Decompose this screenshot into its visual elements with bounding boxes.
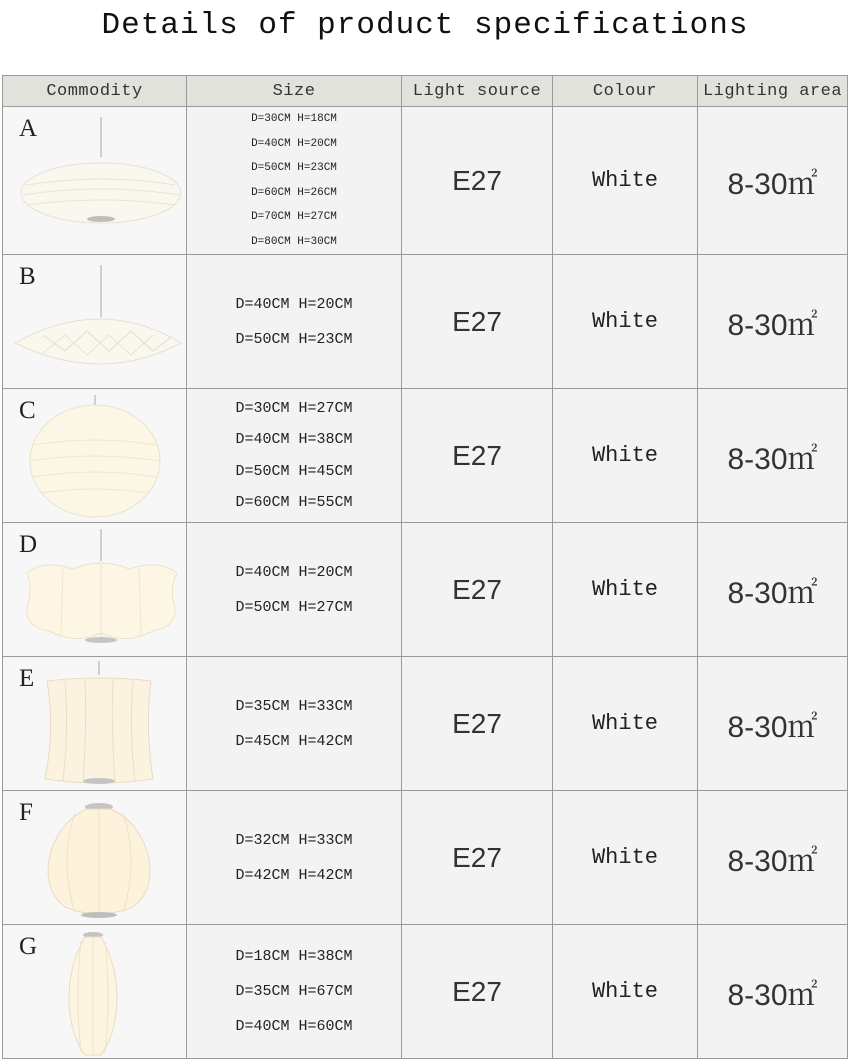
header-row (3, 76, 848, 107)
light-source-value: E27 (402, 255, 553, 389)
colour-value: White (553, 389, 698, 523)
size-value: D=40CM H=38CM (235, 431, 353, 448)
header-commodity: Commodity (3, 76, 187, 107)
light-source-value: E27 (402, 791, 553, 925)
commodity-letter: E (19, 665, 35, 692)
light-source-value: E27 (402, 523, 553, 657)
size-value: D=45CM H=42CM (235, 732, 353, 750)
spec-table (2, 75, 848, 1059)
table-row (3, 523, 848, 657)
header-colour: Colour (553, 76, 698, 107)
page-title: Details of product specifications (101, 8, 749, 43)
colour-value: White (553, 255, 698, 389)
size-value: D=50CM H=27CM (235, 598, 353, 616)
colour-value: White (553, 791, 698, 925)
size-cell (187, 389, 402, 523)
lighting-area-value: 8-30㎡ (698, 791, 848, 925)
colour-value: White (553, 107, 698, 255)
size-value: D=60CM H=26CM (251, 186, 337, 199)
header-light-source: Light source (402, 76, 553, 107)
table-row (3, 389, 848, 523)
lighting-area-value: 8-30㎡ (698, 389, 848, 523)
table-row (3, 791, 848, 925)
table-row (3, 107, 848, 255)
light-source-value: E27 (402, 657, 553, 791)
commodity-cell (3, 523, 187, 657)
header-lighting-area: Lighting area (698, 76, 848, 107)
size-value: D=50CM H=45CM (235, 462, 353, 480)
size-cell (187, 657, 402, 791)
size-value: D=70CM H=27CM (251, 211, 337, 223)
commodity-cell (3, 107, 187, 255)
size-cell (187, 107, 402, 255)
size-value: D=35CM H=67CM (235, 983, 353, 1000)
lighting-area-value: 8-30㎡ (698, 925, 848, 1059)
lighting-area-value: 8-30㎡ (698, 657, 848, 791)
light-source-value: E27 (402, 107, 553, 255)
light-source-value: E27 (402, 389, 553, 523)
commodity-letter: B (19, 263, 36, 290)
size-cell (187, 255, 402, 389)
size-value: D=30CM H=18CM (251, 113, 337, 125)
commodity-cell (3, 389, 187, 523)
commodity-cell (3, 791, 187, 925)
size-value: D=80CM H=30CM (251, 235, 337, 248)
size-value: D=40CM H=60CM (235, 1018, 353, 1035)
lighting-area-value: 8-30㎡ (698, 523, 848, 657)
table-row (3, 255, 848, 389)
colour-value: White (553, 657, 698, 791)
commodity-letter: G (19, 933, 38, 960)
size-value: D=30CM H=27CM (235, 399, 353, 417)
commodity-letter: C (19, 397, 36, 424)
size-cell (187, 925, 402, 1059)
header-size: Size (187, 76, 402, 107)
size-value: D=32CM H=33CM (235, 831, 353, 849)
commodity-letter: F (19, 799, 33, 826)
size-value: D=18CM H=38CM (235, 948, 353, 965)
size-value: D=35CM H=33CM (235, 697, 353, 715)
size-value: D=40CM H=20CM (235, 295, 353, 313)
commodity-cell (3, 255, 187, 389)
table-row (3, 657, 848, 791)
size-cell (187, 791, 402, 925)
size-value: D=40CM H=20CM (235, 563, 353, 581)
commodity-letter: D (19, 531, 38, 558)
light-source-value: E27 (402, 925, 553, 1059)
table-row (3, 925, 848, 1059)
size-value: D=50CM H=23CM (235, 330, 353, 348)
lighting-area-value: 8-30㎡ (698, 255, 848, 389)
colour-value: White (553, 925, 698, 1059)
commodity-cell (3, 657, 187, 791)
size-value: D=50CM H=23CM (251, 162, 337, 174)
size-cell (187, 523, 402, 657)
lighting-area-value: 8-30㎡ (698, 107, 848, 255)
size-value: D=40CM H=20CM (251, 137, 337, 150)
commodity-cell (3, 925, 187, 1059)
size-value: D=60CM H=55CM (235, 494, 353, 511)
colour-value: White (553, 523, 698, 657)
size-value: D=42CM H=42CM (235, 866, 353, 884)
commodity-letter: A (19, 115, 38, 142)
